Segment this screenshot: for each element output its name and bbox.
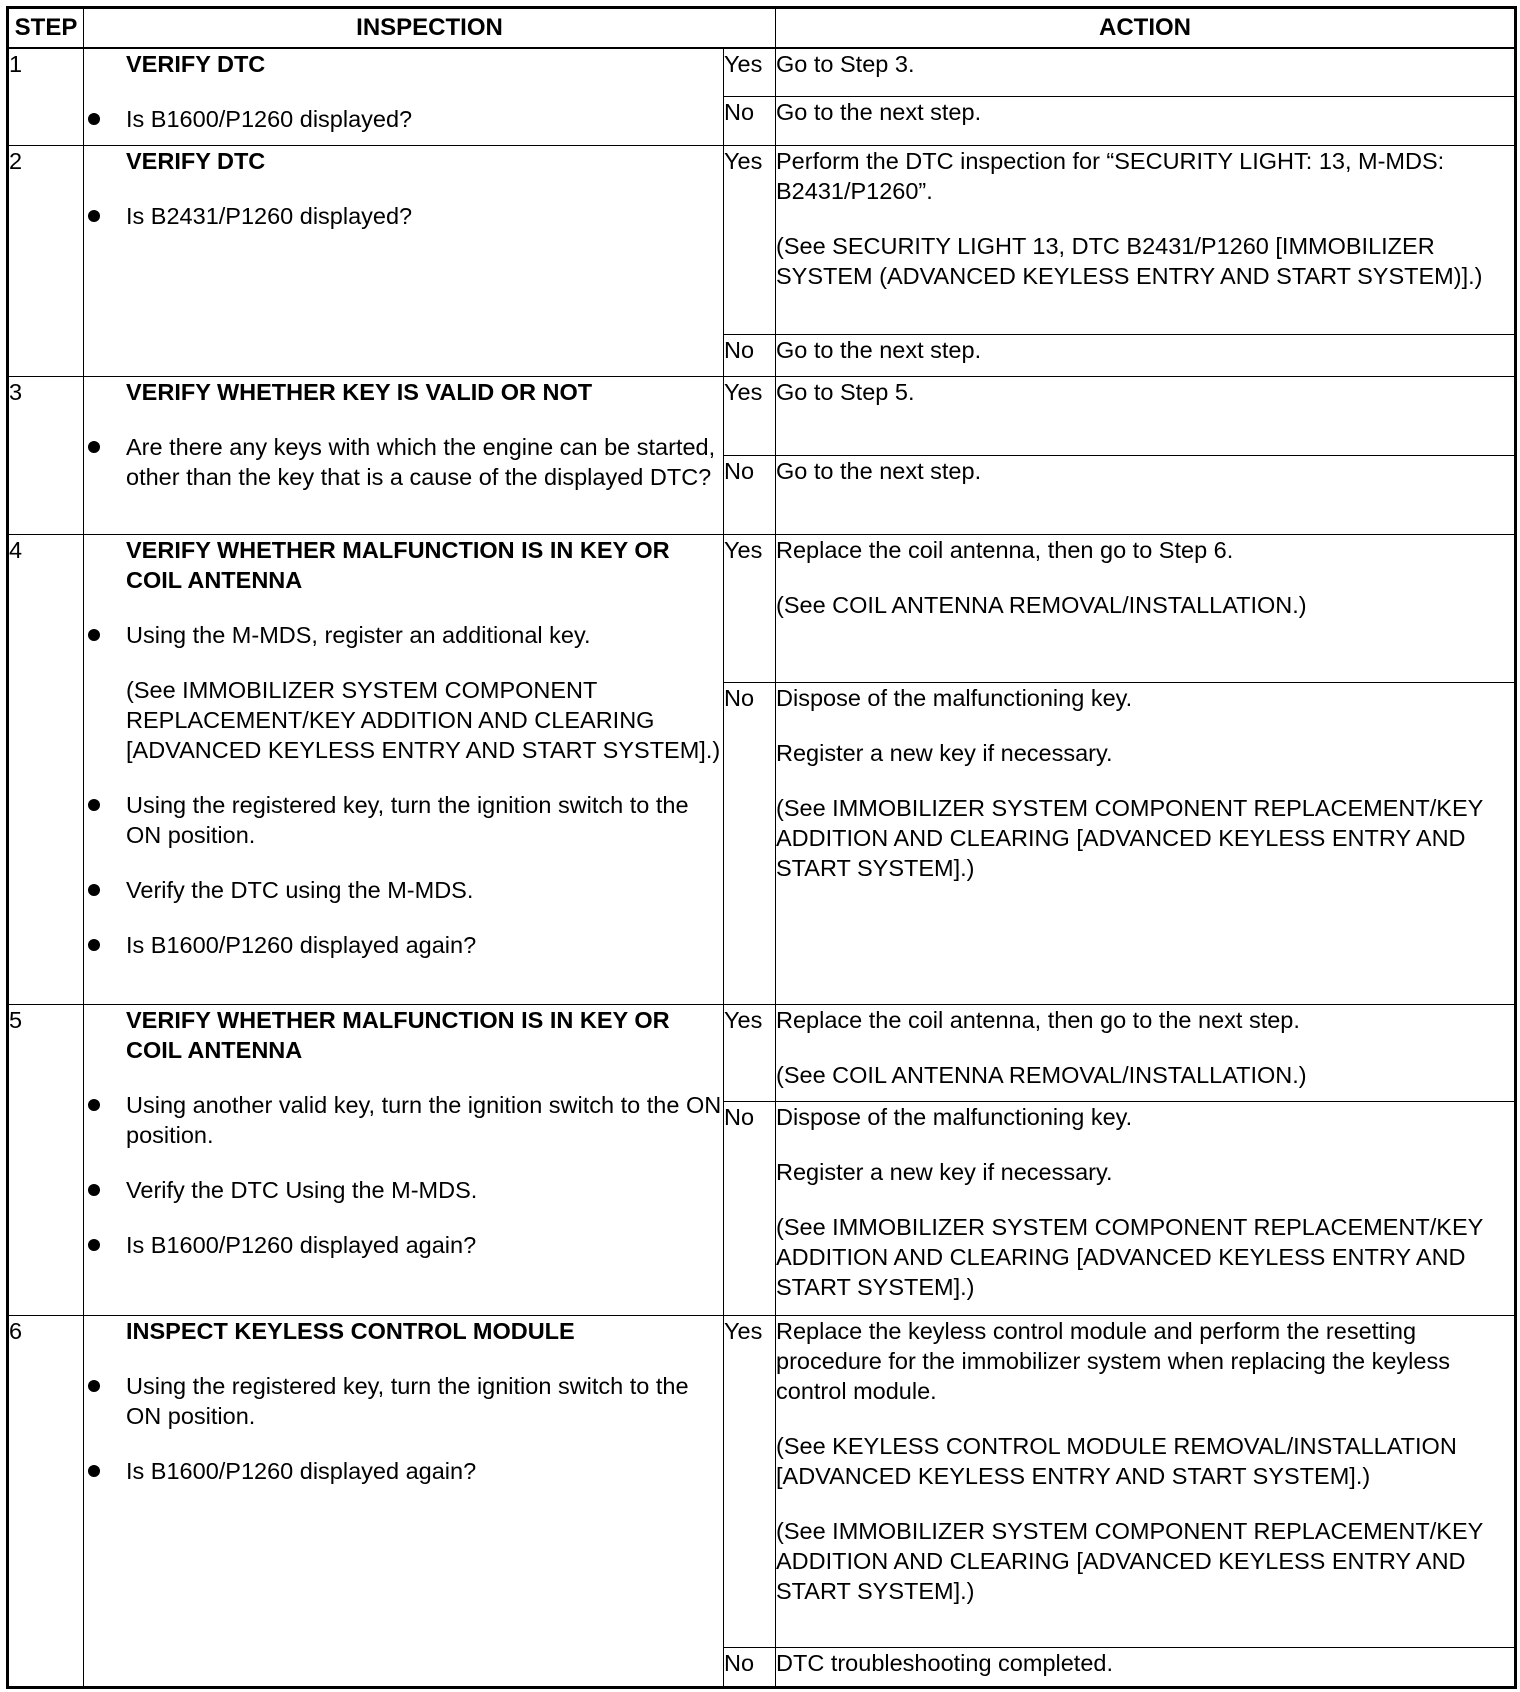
action-reference: (See KEYLESS CONTROL MODULE REMOVAL/INSTALLATION [ADVANCED KEYLESS ENTRY AND START SYSTEM].) bbox=[776, 1433, 1457, 1489]
yes-label: Yes bbox=[724, 48, 776, 97]
yes-label: Yes bbox=[724, 1316, 776, 1648]
no-action bbox=[776, 335, 1516, 377]
inspection-title: VERIFY WHETHER KEY IS VALID OR NOT bbox=[126, 379, 593, 405]
inspection-bullet: Is B1600/P1260 displayed again? bbox=[84, 1230, 723, 1260]
yes-action bbox=[776, 48, 1516, 97]
action-reference: (See IMMOBILIZER SYSTEM COMPONENT REPLACEMENT/KEY ADDITION AND CLEARING [ADVANCED KEYLESS ENTRY AND START SYSTEM].) bbox=[776, 795, 1483, 881]
inspection-cell bbox=[84, 48, 724, 146]
no-action bbox=[776, 683, 1516, 1005]
inspection-cell bbox=[84, 1005, 724, 1316]
yes-action bbox=[776, 146, 1516, 335]
yes-label: Yes bbox=[724, 535, 776, 683]
yes-label: Yes bbox=[724, 146, 776, 335]
action-text: Dispose of the malfunctioning key. bbox=[776, 685, 1133, 711]
inspection-title: VERIFY DTC bbox=[126, 50, 266, 77]
action-text: Go to the next step. bbox=[776, 337, 982, 363]
step-number: 4 bbox=[8, 535, 84, 1005]
inspection-bullet: Is B1600/P1260 displayed again? bbox=[84, 930, 723, 960]
no-label: No bbox=[724, 97, 776, 146]
no-action bbox=[776, 1102, 1516, 1316]
action-text: DTC troubleshooting completed. bbox=[776, 1650, 1114, 1676]
inspection-title: VERIFY WHETHER MALFUNCTION IS IN KEY OR COIL ANTENNA bbox=[126, 537, 670, 593]
step-number: 2 bbox=[8, 146, 84, 377]
troubleshooting-table bbox=[6, 6, 1517, 1689]
inspection-cell bbox=[84, 535, 724, 1005]
inspection-bullet: Using another valid key, turn the ignition switch to the ON position. bbox=[84, 1090, 723, 1150]
action-text: Go to the next step. bbox=[776, 99, 982, 125]
action-text: Go to Step 3. bbox=[776, 50, 915, 77]
action-text: Go to the next step. bbox=[776, 458, 982, 484]
action-reference: (See SECURITY LIGHT 13, DTC B2431/P1260 [IMMOBILIZER SYSTEM (ADVANCED KEYLESS ENTRY AND START SYSTEM)].) bbox=[776, 233, 1483, 289]
inspection-bullet: Verify the DTC Using the M-MDS. bbox=[84, 1175, 723, 1205]
yes-action bbox=[776, 535, 1516, 683]
no-label: No bbox=[724, 683, 776, 1005]
no-label: No bbox=[724, 1648, 776, 1688]
yes-action bbox=[776, 1316, 1516, 1648]
no-action bbox=[776, 1648, 1516, 1688]
header-step: STEP bbox=[8, 8, 84, 48]
action-text: Go to Step 5. bbox=[776, 379, 915, 405]
step-row bbox=[8, 146, 1516, 335]
inspection-bullet: Using the registered key, turn the ignition switch to the ON position. bbox=[84, 1371, 723, 1431]
inspection-cell bbox=[84, 1316, 724, 1688]
no-label: No bbox=[724, 1102, 776, 1316]
action-text: Replace the coil antenna, then go to Step 6. bbox=[776, 537, 1234, 563]
step-row bbox=[8, 48, 1516, 97]
action-text: Replace the coil antenna, then go to the next step. bbox=[776, 1007, 1300, 1033]
no-label: No bbox=[724, 456, 776, 535]
yes-label: Yes bbox=[724, 377, 776, 456]
no-action bbox=[776, 456, 1516, 535]
step-number: 1 bbox=[8, 48, 84, 146]
step-row bbox=[8, 1005, 1516, 1102]
action-text: Replace the keyless control module and perform the resetting procedure for the immobilizer system when replacing the keyless control module. bbox=[776, 1318, 1450, 1404]
step-number: 5 bbox=[8, 1005, 84, 1316]
action-text: Register a new key if necessary. bbox=[776, 1159, 1113, 1185]
action-text: Register a new key if necessary. bbox=[776, 740, 1113, 766]
step-row bbox=[8, 377, 1516, 456]
step-row bbox=[8, 535, 1516, 683]
no-action bbox=[776, 97, 1516, 146]
action-reference: (See IMMOBILIZER SYSTEM COMPONENT REPLACEMENT/KEY ADDITION AND CLEARING [ADVANCED KEYLESS ENTRY AND START SYSTEM].) bbox=[776, 1518, 1483, 1604]
inspection-bullet: Are there any keys with which the engine can be started, other than the key that is a cause of the displayed DTC? bbox=[84, 432, 723, 492]
yes-label: Yes bbox=[724, 1005, 776, 1102]
inspection-bullet: Is B1600/P1260 displayed again? bbox=[84, 1456, 723, 1486]
step-number: 6 bbox=[8, 1316, 84, 1688]
inspection-bullet: Is B2431/P1260 displayed? bbox=[84, 201, 723, 231]
step-number: 3 bbox=[8, 377, 84, 535]
inspection-reference: (See IMMOBILIZER SYSTEM COMPONENT REPLACEMENT/KEY ADDITION AND CLEARING [ADVANCED KEYLESS ENTRY AND START SYSTEM].) bbox=[126, 677, 721, 763]
inspection-title: VERIFY DTC bbox=[126, 148, 266, 174]
inspection-bullet: Using the registered key, turn the ignition switch to the ON position. bbox=[84, 790, 723, 850]
action-text: Perform the DTC inspection for “SECURITY LIGHT: 13, M-MDS: B2431/P1260”. bbox=[776, 148, 1445, 204]
action-reference: (See COIL ANTENNA REMOVAL/INSTALLATION.) bbox=[776, 1062, 1307, 1088]
inspection-title: INSPECT KEYLESS CONTROL MODULE bbox=[126, 1318, 575, 1344]
yes-action bbox=[776, 1005, 1516, 1102]
action-reference: (See IMMOBILIZER SYSTEM COMPONENT REPLACEMENT/KEY ADDITION AND CLEARING [ADVANCED KEYLESS ENTRY AND START SYSTEM].) bbox=[776, 1214, 1483, 1300]
inspection-cell bbox=[84, 377, 724, 535]
no-label: No bbox=[724, 335, 776, 377]
inspection-bullet: Verify the DTC using the M-MDS. bbox=[84, 875, 723, 905]
inspection-title: VERIFY WHETHER MALFUNCTION IS IN KEY OR COIL ANTENNA bbox=[126, 1007, 670, 1063]
header-action: ACTION bbox=[776, 8, 1516, 48]
action-text: Dispose of the malfunctioning key. bbox=[776, 1104, 1133, 1130]
inspection-bullet: Is B1600/P1260 displayed? bbox=[84, 104, 723, 134]
step-row bbox=[8, 1316, 1516, 1648]
inspection-cell bbox=[84, 146, 724, 377]
yes-action bbox=[776, 377, 1516, 456]
action-reference: (See COIL ANTENNA REMOVAL/INSTALLATION.) bbox=[776, 592, 1307, 618]
header-row bbox=[8, 8, 1516, 48]
procedure-sheet bbox=[6, 6, 1514, 1686]
inspection-bullet: Using the M-MDS, register an additional key. bbox=[84, 620, 723, 650]
header-inspection: INSPECTION bbox=[84, 8, 776, 48]
